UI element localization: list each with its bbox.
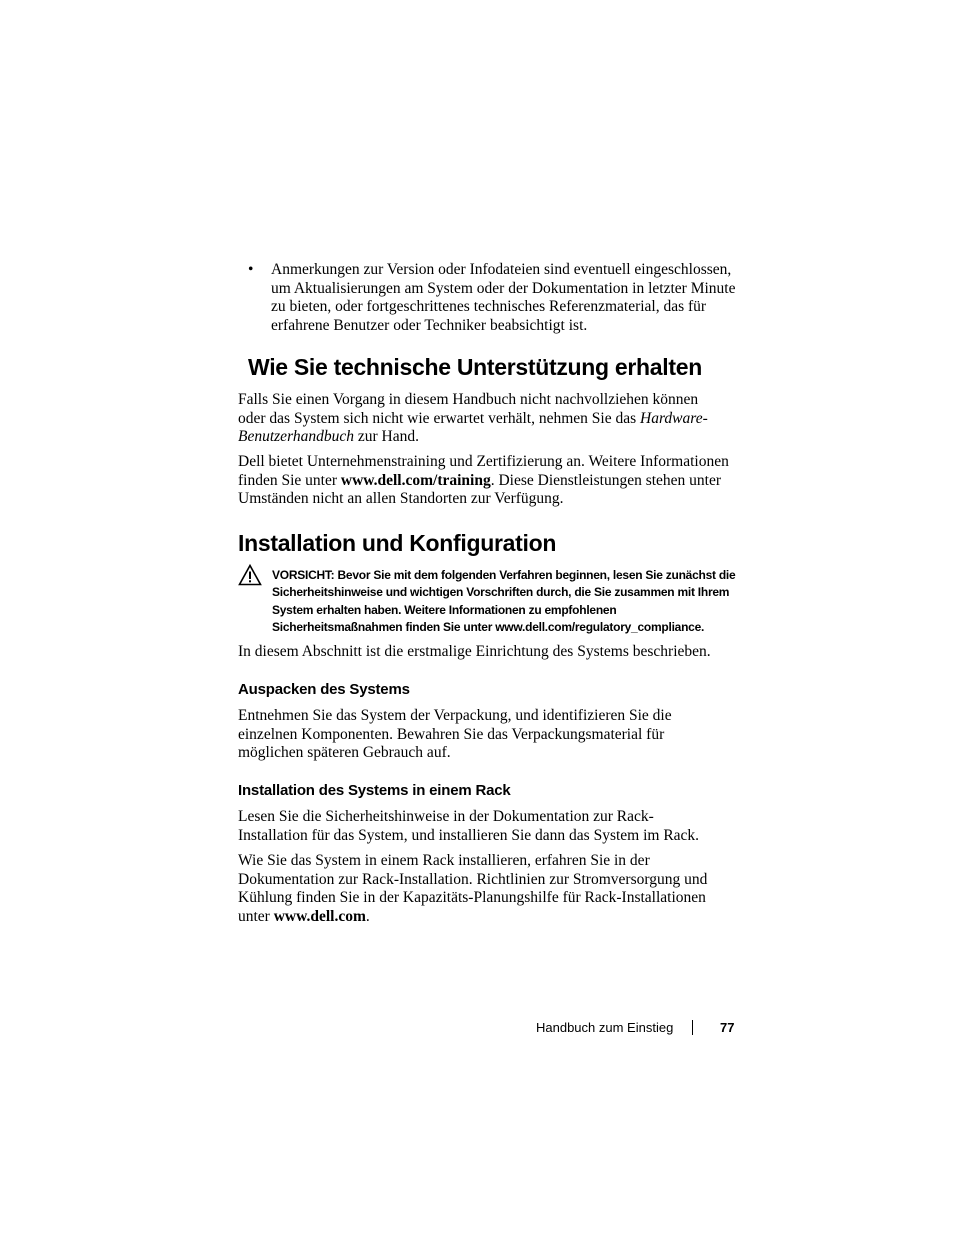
installation-intro: In diesem Abschnitt ist die erstmalige Einrichtung des Systems beschrieben. (238, 643, 711, 660)
rack-paragraph-1: Lesen Sie die Sicherheitshinweise in der Dokumentation zur Rack-Installation für das System, und installieren Sie dann das System im Rack. (238, 808, 700, 844)
rack-p2-start: Wie Sie das System in einem Rack installieren, erfahren Sie in der Dokumentation zur Rack-Installation. Richtlinien zur Stromversorgung und Kühlung finden Sie in der Kapazitäts-Planungshilfe für Rack-Installationen unter (238, 852, 708, 926)
footer-separator (692, 1020, 693, 1035)
bullet-symbol: • (248, 261, 254, 278)
support-p2-end: . Diese Dienstleistungen stehen unter Umständen nicht an allen Standorten zur Verfügung. (238, 471, 722, 508)
heading-installation: Installation und Konfiguration (238, 530, 557, 556)
footer-title: Handbuch zum Einstieg (536, 1020, 674, 1035)
rack-p2-end: . (365, 908, 370, 926)
support-p1-start: Falls Sie einen Vorgang in diesem Handbuch nicht nachvollziehen können oder das System sich nicht wie erwartet verhält, nehmen Sie das (238, 391, 699, 427)
caution-text: Bevor Sie mit dem folgenden Verfahren beginnen, lesen Sie zunächst die Sicherheitshinweise und wichtigen Vorschriften durch, die Sie zusammen mit Ihrem System erhalten haben. Weitere Informationen zu empfohlenen Sicherheitsmaßnahmen finden Sie unter www.dell.com/regulatory_compliance. (272, 568, 736, 635)
unpacking-paragraph: Entnehmen Sie das System der Verpackung, und identifizieren Sie die einzelnen Komponenten. Bewahren Sie das Verpackungsmaterial für möglichen späteren Gebrauch auf. (238, 707, 672, 762)
rack-paragraph-2 (238, 852, 738, 927)
warning-triangle-icon (238, 564, 262, 586)
support-p1-italic: Hardware-Benutzerhandbuch (238, 409, 708, 446)
training-link[interactable]: www.dell.com/training (340, 471, 491, 489)
bullet-item-text: Anmerkungen zur Version oder Infodateien sind eventuell eingeschlossen, um Aktualisierungen am System oder der Dokumentation in letzter Minute zu bieten, oder fortgeschrittenes technisches Referenzmaterial, das für erfahrene Benutzer oder Techniker beabsichtigt ist. (271, 261, 736, 335)
heading-technical-support: Wie Sie technische Unterstützung erhalten (248, 354, 702, 380)
heading-rack-installation: Installation des Systems in einem Rack (238, 782, 511, 799)
dell-link[interactable]: www.dell.com (273, 908, 366, 926)
caution-notice (272, 567, 744, 637)
support-p1-end: zur Hand. (353, 428, 419, 446)
support-paragraph-2 (238, 453, 730, 509)
page-number: 77 (720, 1020, 735, 1035)
caution-label: VORSICHT: (272, 568, 335, 582)
heading-unpacking: Auspacken des Systems (238, 681, 410, 698)
support-paragraph-1 (238, 391, 728, 447)
support-p2-start: Dell bietet Unternehmenstraining und Zertifizierung an. Weitere Informationen finden Sie unter (238, 453, 729, 489)
